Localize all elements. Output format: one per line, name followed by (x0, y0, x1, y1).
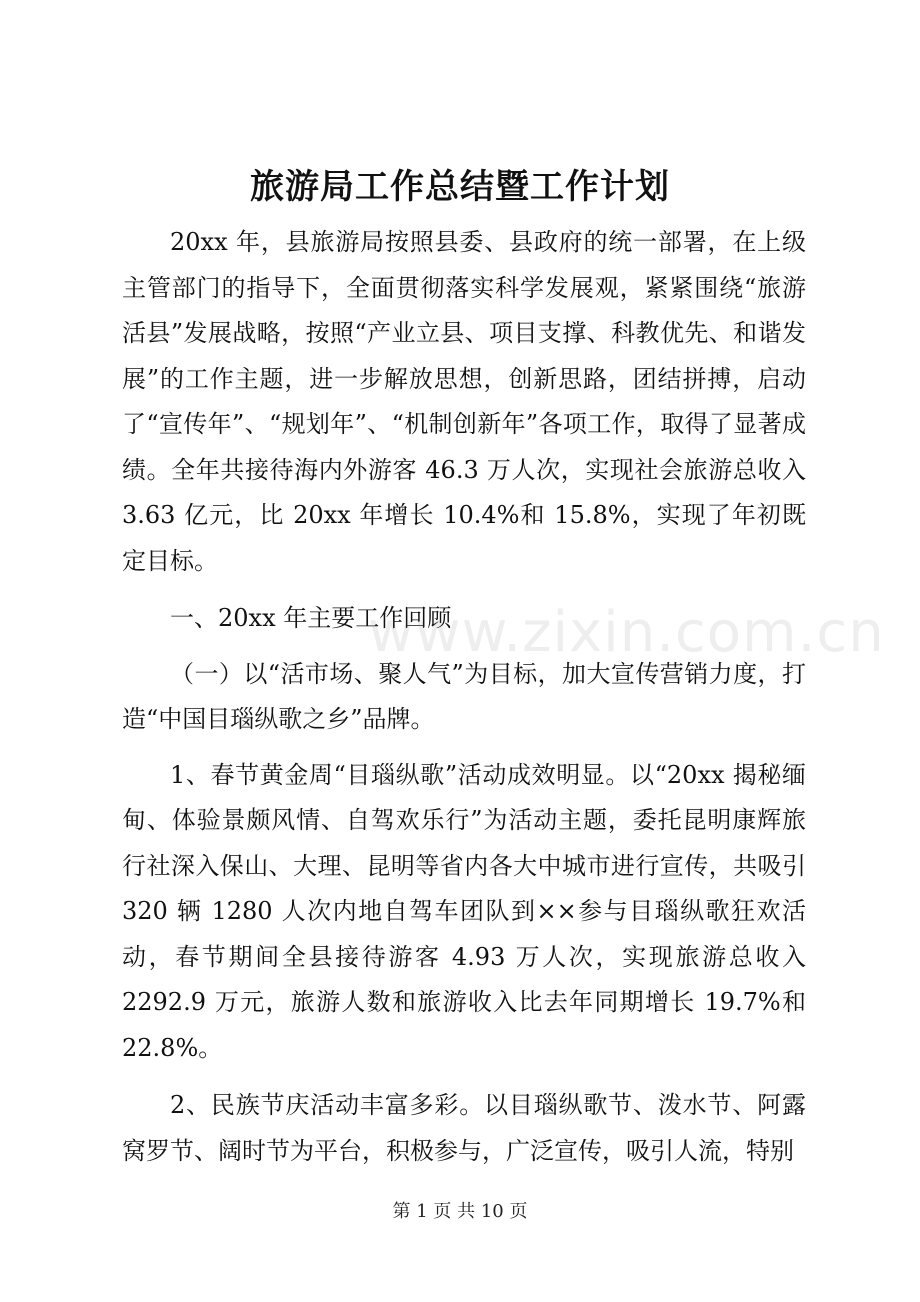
document-title: 旅游局工作总结暨工作计划 (250, 167, 670, 207)
paragraph-item-1: 1、春节黄金周“目瑙纵歌”活动成效明显。以“20xx 揭秘缅甸、体验景颇风情、自驾欢乐行”为活动主题，委托昆明康辉旅行社深入保山、大理、昆明等省内各大中城市进行宣传，共吸引 320 辆 1280 人次内地自驾车团队到××参与目瑙纵歌狂欢活动，春节期间全县接待游客 4.93 万人次，实现旅游总收入 2292.9 万元，旅游人数和旅游收入比去年同期增长 19.7%和 22.8%。 (122, 760, 806, 1062)
page-footer: 第 1 页 共 10 页 (392, 1201, 528, 1222)
section-heading: 一、20xx 年主要工作回顾 (170, 604, 452, 632)
watermark: www.zixin.com.cn (368, 600, 885, 665)
paragraph-item-2: 2、民族节庆活动丰富多彩。以目瑙纵歌节、泼水节、阿露窝罗节、阔时节为平台，积极参与，广泛宣传，吸引人流，特别 (122, 1091, 806, 1165)
paragraph-intro: 20xx 年，县旅游局按照县委、县政府的统一部署，在上级主管部门的指导下，全面贯彻落实科学发展观，紧紧围绕“旅游活县”发展战略，按照“产业立县、项目支撑、科教优先、和谐发展”的工作主题，进一步解放思想，创新思路，团结拼搏，启动了“宣传年”、“规划年”、“机制创新年”各项工作，取得了显著成绩。全年共接待海内外游客 46.3 万人次，实现社会旅游总收入 3.63 亿元，比 20xx 年增长 10.4%和 15.8%，实现了年初既定目标。 (122, 228, 806, 575)
subsection-heading: （一）以“活市场、聚人气”为目标，加大宣传营销力度，打造“中国目瑙纵歌之乡”品牌。 (122, 659, 806, 733)
document-body (122, 220, 806, 1186)
